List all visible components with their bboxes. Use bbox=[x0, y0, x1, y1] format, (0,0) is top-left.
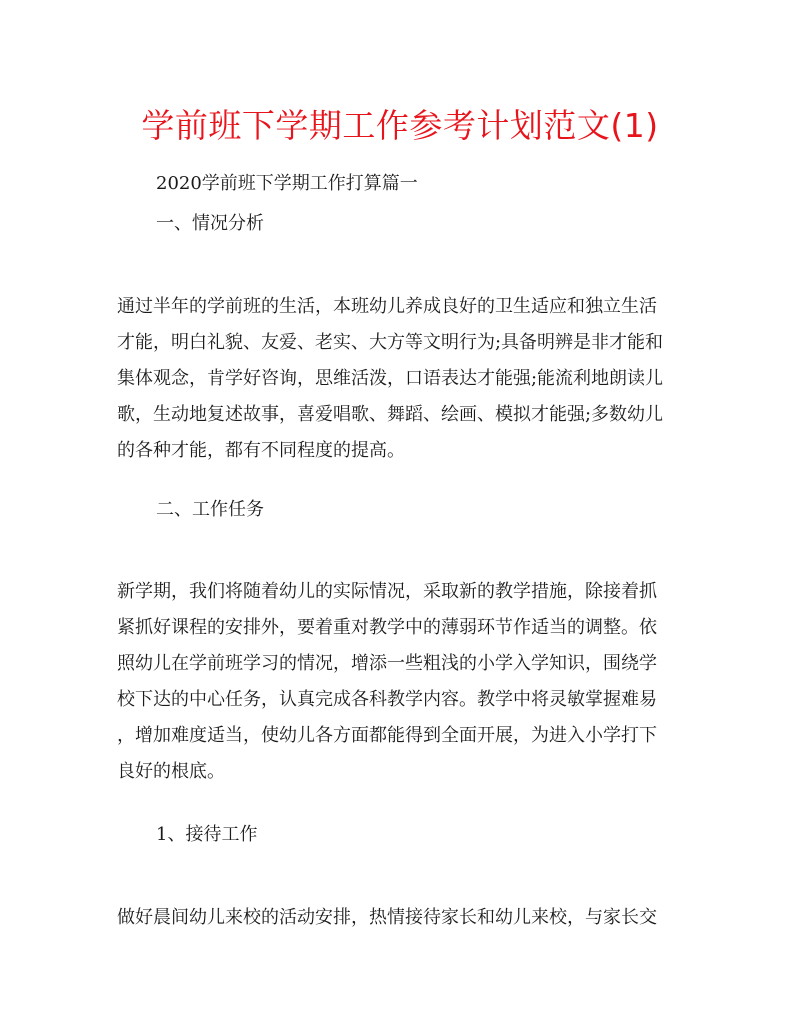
paragraph-line: 新学期，我们将随着幼儿的实际情况，采取新的教学措施，除接着抓 bbox=[117, 581, 657, 602]
paragraph-line: 歌，生动地复述故事，喜爱唱歌、舞蹈、绘画、模拟才能强;多数幼儿 bbox=[117, 404, 664, 425]
paragraph-line: 做好晨间幼儿来校的活动安排，热情接待家长和幼儿来校，与家长交 bbox=[117, 907, 657, 928]
document-title: 学前班下学期工作参考计划范文(1) bbox=[141, 106, 659, 145]
section-heading-analysis: 一、情况分析 bbox=[156, 213, 264, 234]
paragraph-line: 照幼儿在学前班学习的情况，增添一些粗浅的小学入学知识，围绕学 bbox=[117, 653, 657, 674]
paragraph-line: 通过半年的学前班的生活，本班幼儿养成良好的卫生适应和独立生活 bbox=[117, 296, 657, 317]
paragraph-tasks bbox=[117, 574, 683, 790]
paragraph-line: 紧抓好课程的安排外，要着重对教学中的薄弱环节作适当的调整。依 bbox=[117, 617, 657, 638]
paragraph-line: 的各种才能，都有不同程度的提高。 bbox=[117, 440, 405, 461]
paragraph-analysis bbox=[117, 289, 683, 469]
document-subtitle: 2020学前班下学期工作打算篇一 bbox=[156, 173, 418, 194]
paragraph-line: 校下达的中心任务，认真完成各科教学内容。教学中将灵敏掌握难易 bbox=[117, 689, 657, 710]
paragraph-line: ，增加难度适当，使幼儿各方面都能得到全面开展，为进入小学打下 bbox=[117, 725, 657, 746]
paragraph-line: 集体观念，肯学好咨询，思维活泼，口语表达才能强;能流利地朗读儿 bbox=[117, 368, 664, 389]
section-heading-tasks: 二、工作任务 bbox=[156, 499, 264, 520]
subsection-heading-reception: 1、接待工作 bbox=[156, 824, 258, 845]
paragraph-reception bbox=[117, 900, 683, 936]
paragraph-line: 良好的根底。 bbox=[117, 761, 225, 782]
paragraph-line: 才能，明白礼貌、友爱、老实、大方等文明行为;具备明辨是非才能和 bbox=[117, 332, 664, 353]
